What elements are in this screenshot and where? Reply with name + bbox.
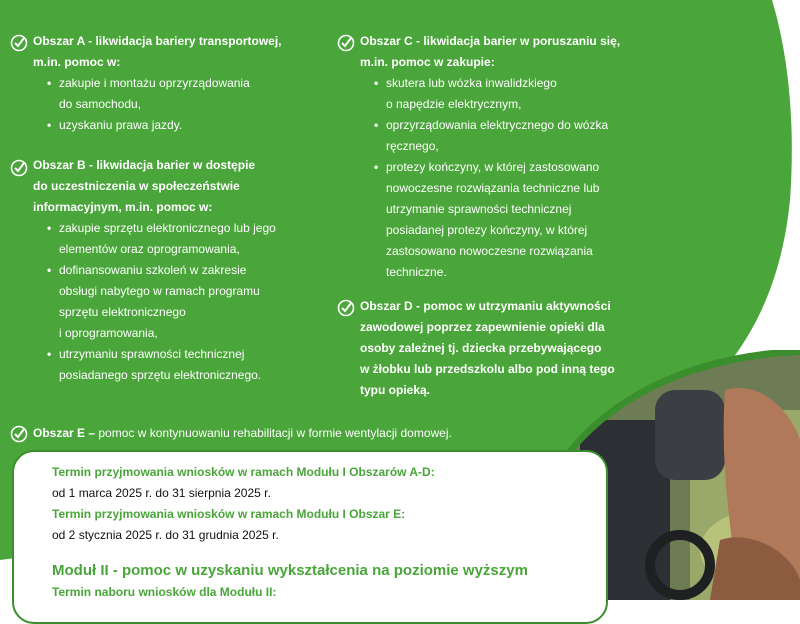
- obszar-a-heading-1: Obszar A - likwidacja bariery transportowej,: [33, 34, 282, 48]
- list-item: posiadanej protezy kończyny, w której: [386, 223, 588, 237]
- check-circle-icon: [10, 159, 28, 177]
- list-item: utrzymanie sprawności technicznej: [386, 202, 572, 216]
- list-item: ręcznego,: [386, 139, 439, 153]
- obszar-b-heading-2: do uczestniczenia w społeczeństwie: [33, 179, 240, 193]
- term-3-label: Termin naboru wniosków dla Modułu II:: [52, 585, 277, 599]
- obszar-e: [33, 423, 573, 444]
- list-item: • zakupie i montażu oprzyrządowania: [47, 76, 250, 90]
- obszar-d-heading-5: typu opieką.: [360, 383, 431, 397]
- term-1-value: od 1 marca 2025 r. do 31 sierpnia 2025 r.: [52, 486, 271, 500]
- obszar-c: [360, 31, 670, 283]
- check-circle-icon: [337, 299, 355, 317]
- obszar-b: [33, 155, 333, 386]
- obszar-b-heading-3: informacyjnym, m.in. pomoc w:: [33, 200, 213, 214]
- list-item: elementów oraz oprogramowania,: [59, 242, 240, 256]
- list-item: • uzyskaniu prawa jazdy.: [47, 118, 183, 132]
- obszar-c-heading-1: Obszar C - likwidacja barier w poruszaniu się,: [360, 34, 621, 48]
- terms-box: [12, 450, 608, 624]
- obszar-c-heading-2: m.in. pomoc w zakupie:: [360, 55, 495, 69]
- term-2-value: od 2 stycznia 2025 r. do 31 grudnia 2025 r.: [52, 528, 279, 542]
- term-1-label: Termin przyjmowania wniosków w ramach Modułu I Obszarów A-D:: [52, 465, 435, 479]
- obszar-b-heading-1: Obszar B - likwidacja barier w dostępie: [33, 158, 256, 172]
- obszar-a-heading-2: m.in. pomoc w:: [33, 55, 121, 69]
- list-item: • oprzyrządowania elektrycznego do wózka: [374, 118, 609, 132]
- obszar-d-heading-3: osoby zależnej tj. dziecka przebywającego: [360, 341, 602, 355]
- obszar-d-heading-4: w żłobku lub przedszkolu albo pod inną tego: [360, 362, 615, 376]
- list-item: • zakupie sprzętu elektronicznego lub jego: [47, 221, 276, 235]
- list-item: sprzętu elektronicznego: [59, 305, 186, 319]
- list-item: zastosowano nowoczesne rozwiązania: [386, 244, 593, 258]
- list-item: techniczne.: [386, 265, 447, 279]
- check-circle-icon: [337, 34, 355, 52]
- obszar-d-heading-1: Obszar D - pomoc w utrzymaniu aktywności: [360, 299, 611, 313]
- list-item: • dofinansowaniu szkoleń w zakresie: [47, 263, 247, 277]
- list-item: • protezy kończyny, w której zastosowano: [374, 160, 600, 174]
- check-circle-icon: [10, 34, 28, 52]
- modul-2-title: Moduł II - pomoc w uzyskaniu wykształcenia na poziomie wyższym: [52, 562, 528, 579]
- check-circle-icon: [10, 425, 28, 443]
- obszar-a: [33, 31, 323, 136]
- obszar-e-text: pomoc w kontynuowaniu rehabilitacji w formie wentylacji domowej.: [95, 426, 452, 440]
- list-item: posiadanego sprzętu elektronicznego.: [59, 368, 262, 382]
- list-item: • utrzymaniu sprawności technicznej: [47, 347, 245, 361]
- obszar-e-label: Obszar E –: [33, 426, 96, 440]
- term-2-label: Termin przyjmowania wniosków w ramach Modułu I Obszar E:: [52, 507, 406, 521]
- obszar-d-heading-2: zawodowej poprzez zapewnienie opieki dla: [360, 320, 605, 334]
- list-item: obsługi nabytego w ramach programu: [59, 284, 260, 298]
- obszar-d: [360, 296, 660, 401]
- list-item: do samochodu,: [59, 97, 142, 111]
- list-item: o napędzie elektrycznym,: [386, 97, 522, 111]
- list-item: • skutera lub wózka inwalidzkiego: [374, 76, 557, 90]
- list-item: nowoczesne rozwiązania techniczne lub: [386, 181, 600, 195]
- list-item: i oprogramowania,: [59, 326, 158, 340]
